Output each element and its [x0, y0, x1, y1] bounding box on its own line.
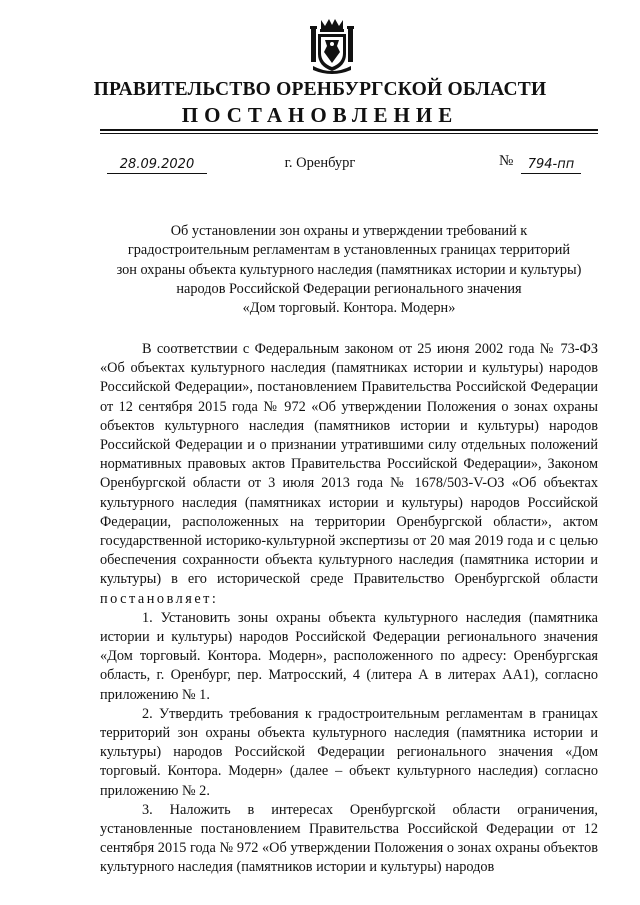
document-body	[100, 340, 598, 878]
document-date: 28.09.2020	[119, 157, 195, 172]
number-sign: №	[499, 153, 514, 169]
subject-line: зон охраны объекта культурного наследия (памятниках истории и культуры)	[116, 261, 582, 278]
clause-3: 3. Наложить в интересах Оренбургской области ограничения, установленные постановлением Правительства Российской Федерации от 12 сентября 2015 года № 972 «Об утверждении Положения о зонах охраны объектов культурного наследия (памятников истории и культуры) народов	[100, 801, 598, 876]
preamble-text: В соответствии с Федеральным законом от 25 июня 2002 года № 73-ФЗ «Об объектах культурного наследия (памятниках истории и культуры) народов Российской Федерации», постановлением Правительства Российской Федерации от 12 сентября 2015 года № 972 «Об утверждении Положения о зонах охраны объектов культурного наследия (памятников истории и культуры) народов Российской Федерации и о признании утратившими силу отдельных положений нормативных правовых актов Правительства Российской Федерации», Законом Оренбургской области от 3 июля 2013 года № 1678/503-V-ОЗ «Об объектах культурного наследия (памятниках истории и культуры) народов Российской Федерации, расположенных на территории Оренбургской области», актом государственной историко-культурной экспертизы от 20 мая 2019 года и с целью обеспечения сохранности объекта культурного наследия (памятника истории и культуры) в его исторической среде Правительство Оренбургской области	[100, 341, 598, 588]
document-number-field	[521, 155, 581, 174]
header-rule-thin	[100, 133, 598, 134]
clause-1: 1. Установить зоны охраны объекта культурного наследия (памятника истории и культуры) народов Российской Федерации регионального значения «Дом торговый. Контора. Модерн», расположенного по адресу: Оренбургская область, г. Оренбург, пер. Матросский, 4 (литера А в литерах АА1), согласно приложению № 1.	[100, 609, 598, 703]
subject-line: «Дом торговый. Контора. Модерн»	[242, 300, 456, 317]
document-type: ПОСТАНОВЛЕНИЕ	[181, 103, 459, 127]
preamble-paragraph	[100, 340, 598, 609]
resolves-word: постановляет:	[100, 590, 219, 607]
document-number: 794-пп	[527, 157, 575, 172]
subject-line: градостроительным регламентам в установленных границах территорий	[127, 242, 571, 259]
government-title: ПРАВИТЕЛЬСТВО ОРЕНБУРГСКОЙ ОБЛАСТИ	[93, 79, 547, 100]
orenburg-coat-of-arms-icon	[309, 16, 355, 76]
clause-2: 2. Утвердить требования к градостроительным регламентам в границах территорий зон охраны объекта культурного наследия (памятника истории и культуры) народов Российской Федерации регионального значения «Дом торговый. Контора. Модерн» (далее – объект культурного наследия) согласно приложению № 2.	[100, 705, 598, 799]
header-rule-thick	[100, 129, 598, 131]
issue-city: г. Оренбург	[284, 155, 356, 171]
subject-line: Об установлении зон охраны и утверждении требований к	[170, 223, 528, 239]
document-subject	[100, 222, 598, 318]
subject-line: народов Российской Федерации регионального значения	[176, 280, 522, 297]
